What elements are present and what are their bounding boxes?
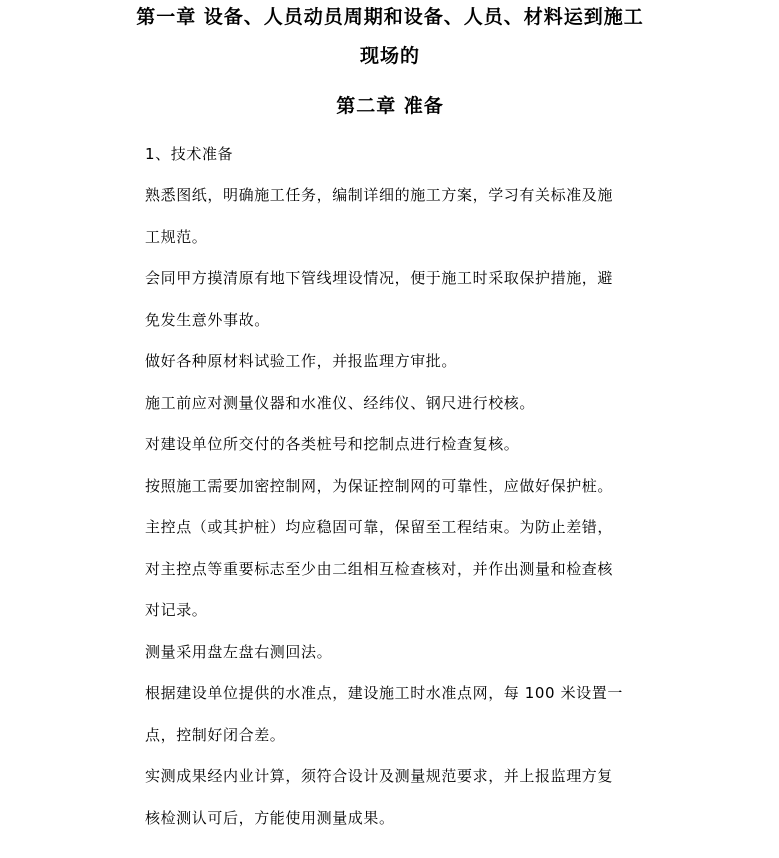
paragraph-line: 工规范。 (145, 228, 208, 246)
paragraph-line: 施工前应对测量仪器和水准仪、经纬仪、钢尺进行校核。 (145, 394, 536, 412)
paragraph-line: 按照施工需要加密控制网，为保证控制网的可靠性，应做好保护桩。 (145, 477, 614, 495)
paragraph-line: 点，控制好闭合差。 (145, 726, 286, 744)
chapter-1-title-line-2: 现场的 (359, 45, 420, 67)
paragraph-line: 测量采用盘左盘右测回法。 (145, 643, 333, 661)
paragraph-line: 免发生意外事故。 (145, 311, 270, 329)
paragraph-line: 根据建设单位提供的水准点，建设施工时水准点网，每 100 米设置一 (145, 684, 623, 702)
section-heading: 1、技术准备 (145, 145, 234, 163)
paragraph-line: 对主控点等重要标志至少由二组相互检查核对，并作出测量和检查核 (145, 560, 614, 578)
chapter-2-title: 第二章 准备 (336, 95, 444, 117)
paragraph-line: 实测成果经内业计算，须符合设计及测量规范要求，并上报监理方复 (145, 767, 614, 785)
paragraph-line: 核检测认可后，方能使用测量成果。 (145, 809, 395, 827)
paragraph-line: 会同甲方摸清原有地下管线埋设情况，便于施工时采取保护措施，避 (145, 269, 614, 287)
paragraph-line: 熟悉图纸，明确施工任务，编制详细的施工方案，学习有关标准及施 (145, 186, 614, 204)
chapter-1-title-line-1: 第一章 设备、人员动员周期和设备、人员、材料运到施工 (136, 6, 644, 28)
paragraph-line: 做好各种原材料试验工作，并报监理方审批。 (145, 352, 458, 370)
paragraph-line: 对建设单位所交付的各类桩号和挖制点进行检查复核。 (145, 435, 520, 453)
paragraph-line: 对记录。 (145, 601, 208, 619)
paragraph-line: 主控点（或其护桩）均应稳固可靠，保留至工程结束。为防止差错， (145, 518, 614, 536)
